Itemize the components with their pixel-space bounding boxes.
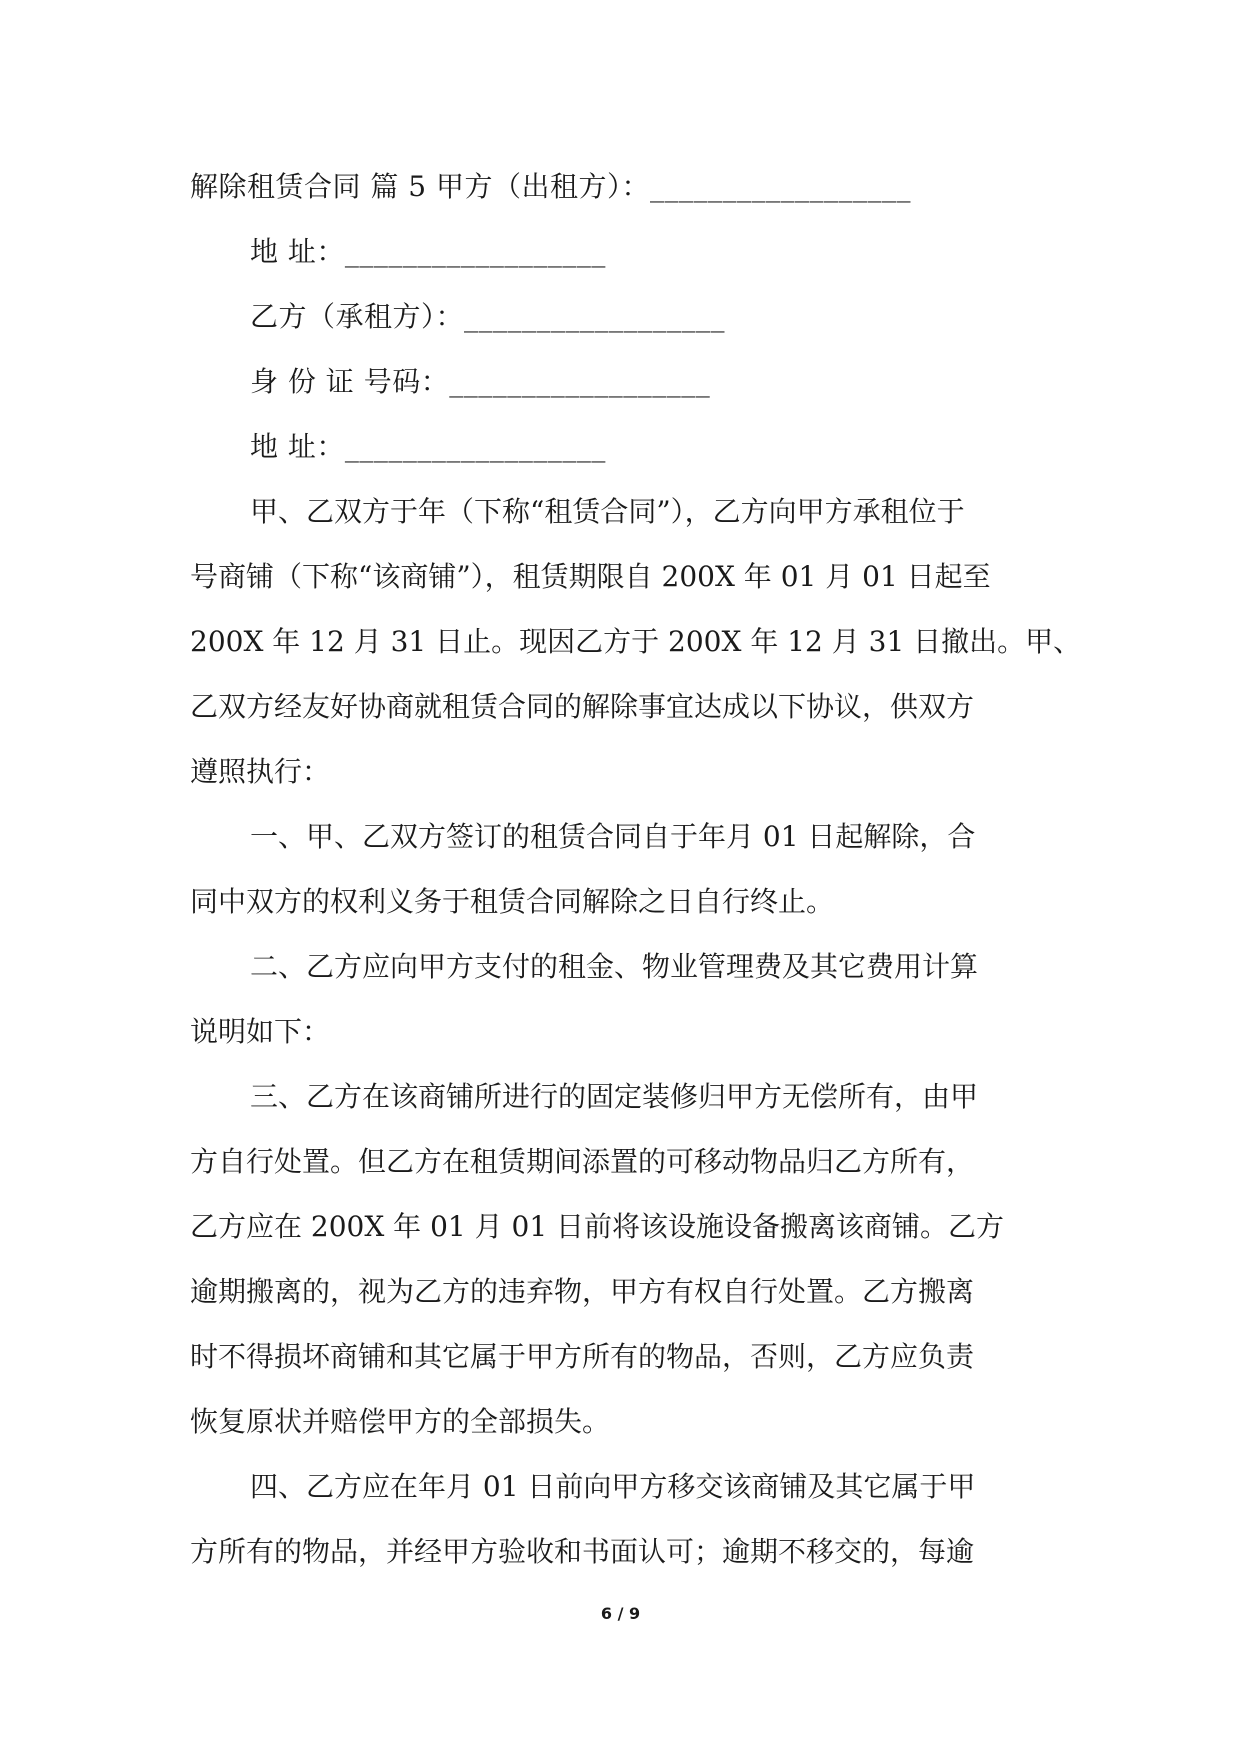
paragraph-clause-3	[190, 1064, 1055, 1454]
text-line: 方所有的物品，并经甲方验收和书面认可；逾期不移交的，每逾	[190, 1535, 975, 1568]
text-line: 逾期搬离的，视为乙方的违弃物，甲方有权自行处置。乙方搬离	[190, 1275, 975, 1308]
text-line: 方自行处置。但乙方在租赁期间添置的可移动物品归乙方所有，	[190, 1145, 975, 1178]
text-line: 恢复原状并赔偿甲方的全部损失。	[190, 1405, 611, 1438]
paragraph-preamble	[190, 479, 1082, 804]
paragraph-clause-1	[190, 804, 1055, 934]
paragraph-clause-2	[190, 934, 1055, 1064]
lessee-address-field: 地 址：__________________	[250, 430, 606, 463]
text-line: 号商铺（下称“该商铺”），租赁期限自 200X 年 01 月 01 日起至	[190, 560, 991, 593]
text-line: 乙双方经友好协商就租赁合同的解除事宜达成以下协议，供双方	[190, 690, 975, 723]
text-line: 乙方应在 200X 年 01 月 01 日前将该设施设备搬离该商铺。乙方	[190, 1210, 1005, 1243]
document-body	[190, 154, 1082, 1584]
text-line: 四、乙方应在年月 01 日前向甲方移交该商铺及其它属于甲	[250, 1470, 976, 1503]
text-line: 甲、乙双方于年（下称“租赁合同”），乙方向甲方承租位于	[250, 495, 965, 528]
lessee-id-field: 身 份 证 号码：__________________	[250, 365, 711, 398]
contract-heading-line: 解除租赁合同 篇 5 甲方（出租方）：__________________	[190, 170, 912, 203]
text-line: 同中双方的权利义务于租赁合同解除之日自行终止。	[190, 885, 835, 918]
text-line: 200X 年 12 月 31 日止。现因乙方于 200X 年 12 月 31 日撤出。甲、	[190, 625, 1082, 658]
page-number: 6 / 9	[600, 1604, 641, 1623]
lessee-name-field: 乙方（承租方）：__________________	[250, 300, 726, 333]
text-line: 一、甲、乙双方签订的租赁合同自于年月 01 日起解除，合	[250, 820, 976, 853]
text-line: 时不得损坏商铺和其它属于甲方所有的物品，否则，乙方应负责	[190, 1340, 975, 1373]
text-line: 说明如下：	[190, 1015, 331, 1048]
text-line: 遵照执行：	[190, 755, 331, 788]
text-line: 二、乙方应向甲方支付的租金、物业管理费及其它费用计算	[250, 950, 979, 983]
text-line: 三、乙方在该商铺所进行的固定装修归甲方无偿所有，由甲	[250, 1080, 979, 1113]
paragraph-clause-4	[190, 1454, 1055, 1584]
lessor-address-field: 地 址：__________________	[250, 235, 606, 268]
